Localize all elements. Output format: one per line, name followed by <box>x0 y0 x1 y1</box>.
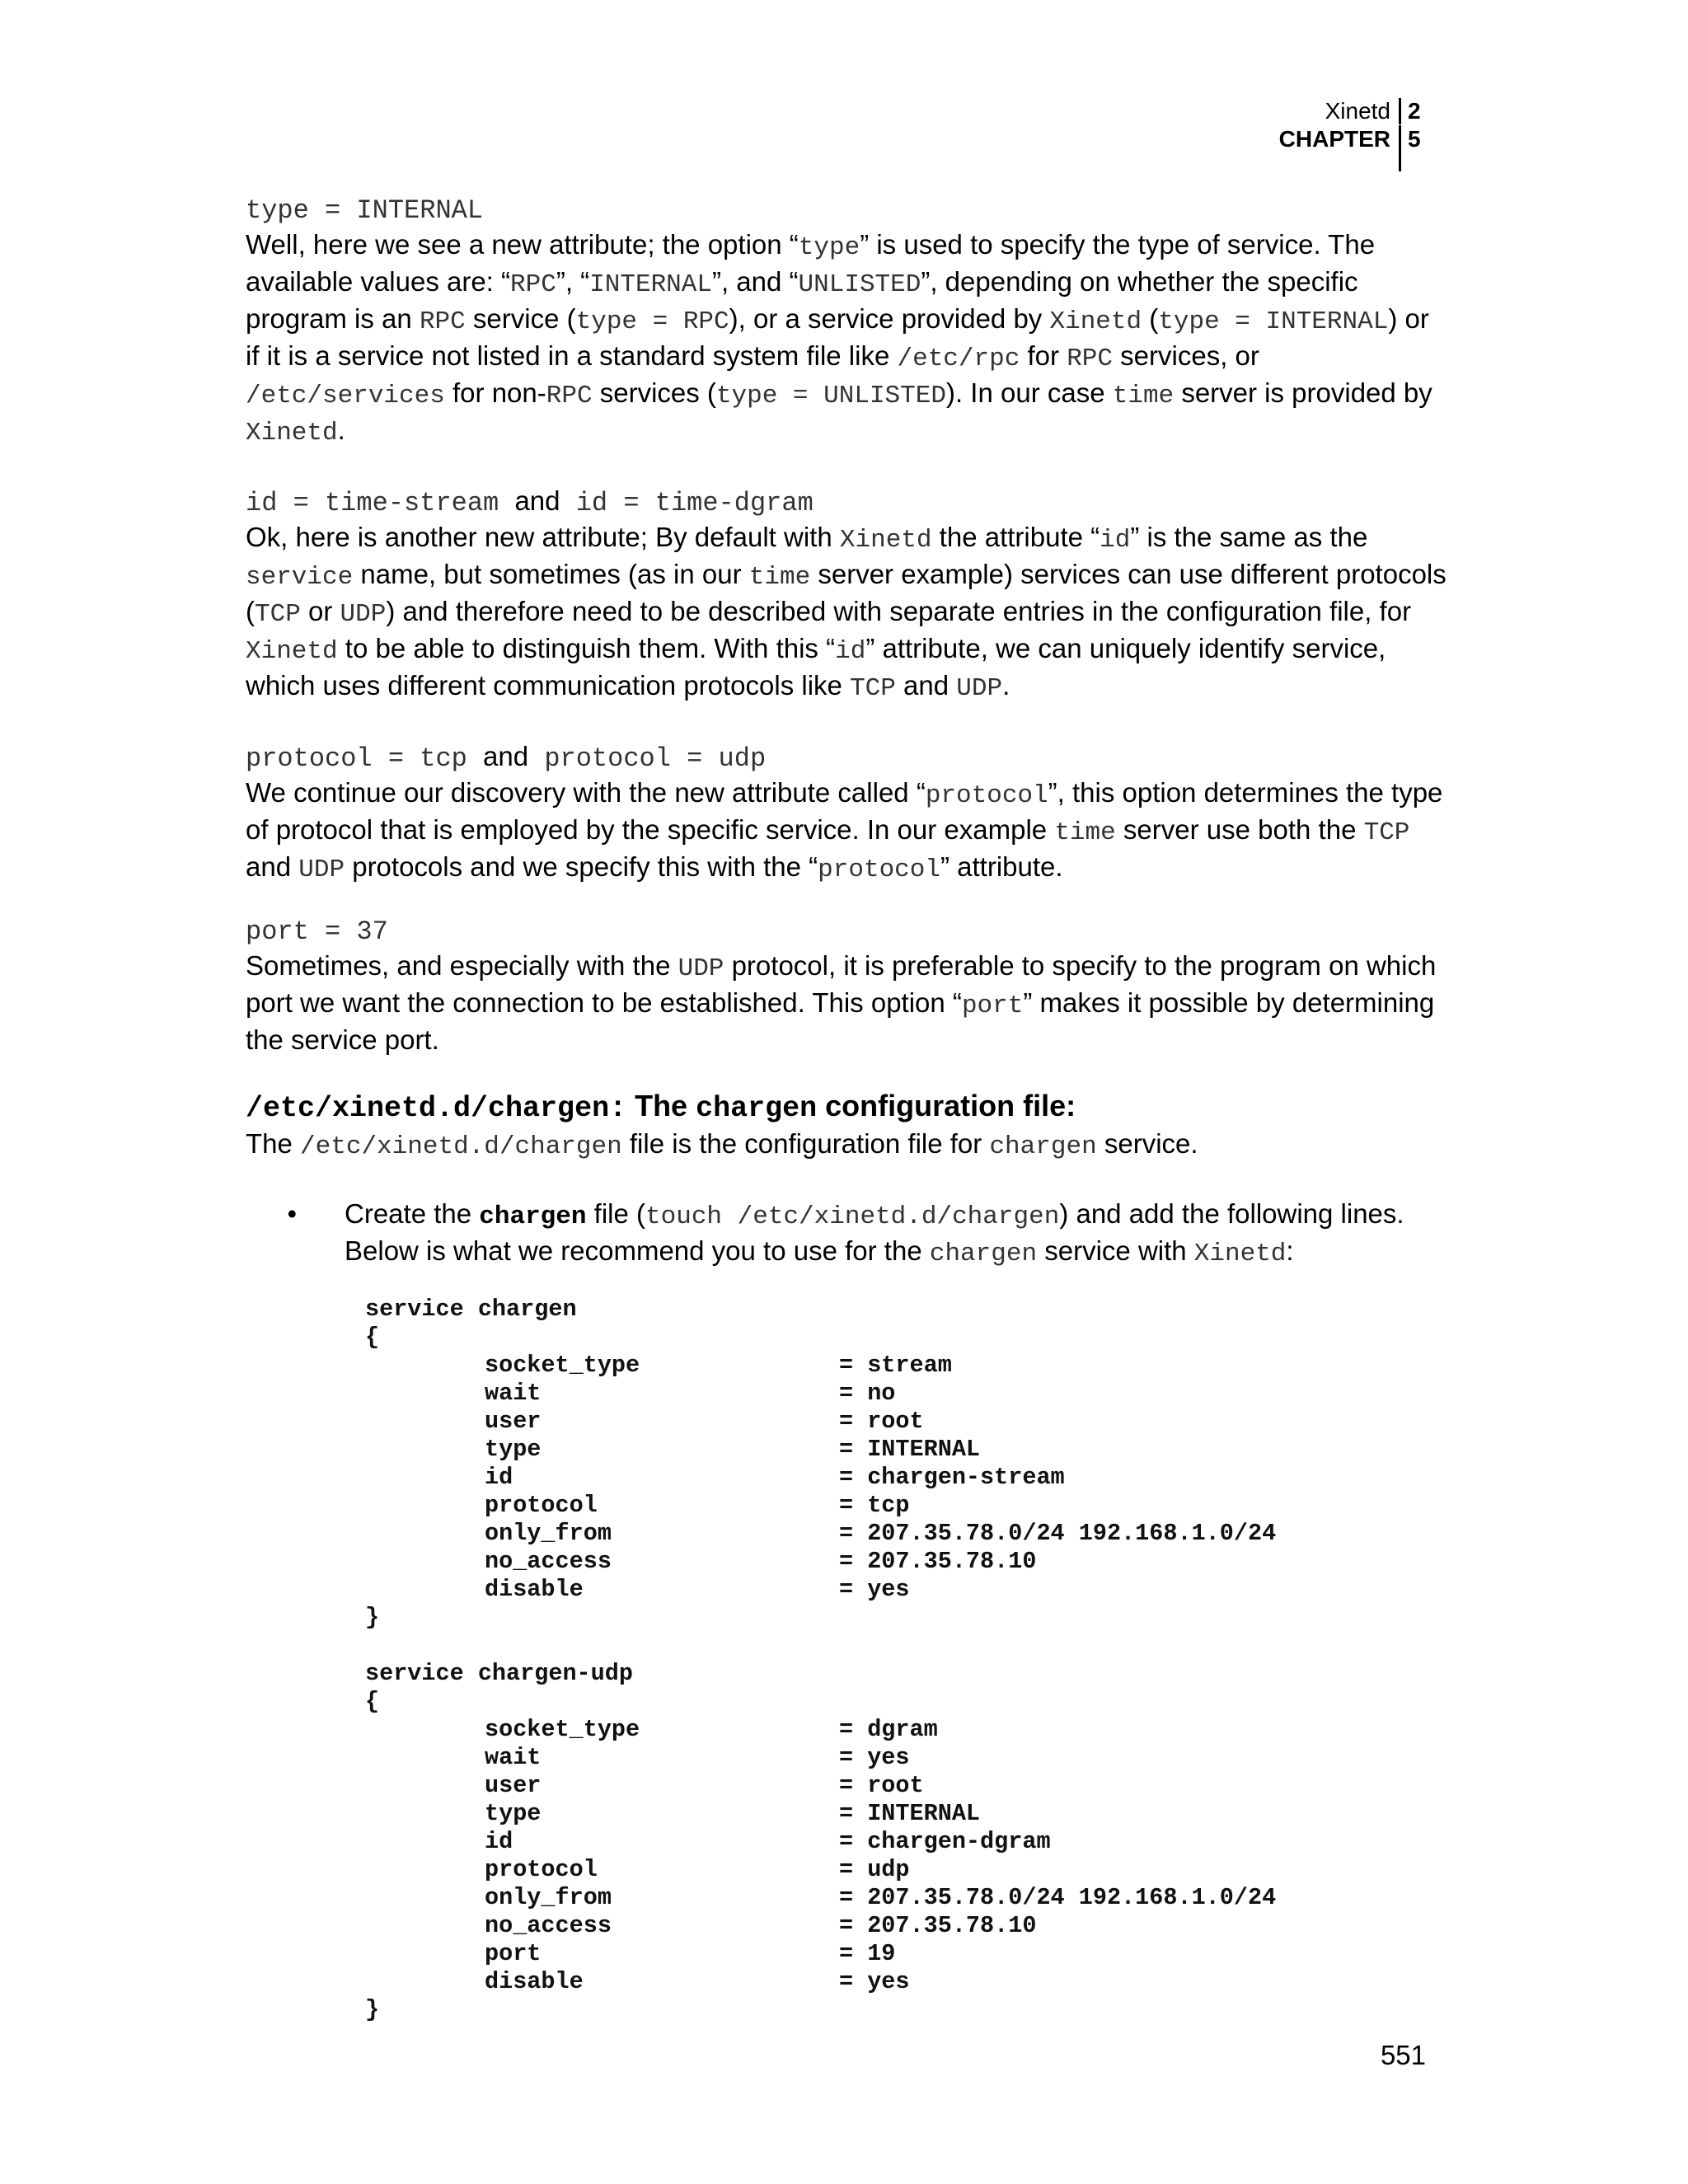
text: The <box>246 1128 301 1159</box>
inline-code: type = INTERNAL <box>1158 307 1389 336</box>
config-key: disable <box>485 1968 584 1995</box>
text: for non- <box>444 377 546 408</box>
inline-code: Xinetd <box>246 637 338 666</box>
paragraph-protocol <box>246 776 1449 887</box>
config-row <box>365 1884 1449 1912</box>
config-row <box>365 1492 1449 1520</box>
header-chapter-num-1: 2 <box>1399 98 1426 124</box>
page-number: 551 <box>1380 2040 1426 2070</box>
config-value: = INTERNAL <box>839 1436 981 1463</box>
config-key: socket_type <box>485 1716 640 1743</box>
running-header <box>1279 97 1426 153</box>
config-value: = root <box>839 1408 924 1435</box>
attr-title-and: and <box>514 485 560 516</box>
text: ” attribute, we can uniquely identify service, which uses different communication protocols like <box>246 633 1386 701</box>
bullet-text <box>345 1197 1449 1271</box>
attr-title-and: and <box>483 741 529 771</box>
text: server example) services can use different protocols ( <box>246 559 1447 626</box>
text: file is the configuration file for <box>621 1128 990 1159</box>
config-code-block <box>365 1296 1449 2024</box>
paragraph-id <box>246 520 1449 705</box>
config-key: socket_type <box>485 1352 640 1379</box>
config-blank-line <box>365 1632 1449 1660</box>
inline-code: /etc/services <box>246 382 445 410</box>
attr-title-type: type = INTERNAL <box>246 195 484 226</box>
inline-code: /etc/rpc <box>897 344 1020 373</box>
text: ( <box>1142 303 1159 334</box>
inline-code: port <box>961 991 1024 1020</box>
config-service-line: service chargen <box>365 1296 577 1323</box>
attr-title-a: id = time-stream <box>246 488 499 518</box>
config-value: = 207.35.78.10 <box>839 1548 1037 1575</box>
inline-code: RPC <box>1067 344 1113 373</box>
heading-text: configuration file: <box>817 1089 1076 1122</box>
text: protocols and we specify this with the “ <box>345 851 818 882</box>
config-row <box>365 1856 1449 1884</box>
inline-code: Xinetd <box>1049 307 1142 336</box>
config-key: id <box>485 1828 513 1855</box>
inline-code: Xinetd <box>1193 1240 1287 1268</box>
section-heading-chargen <box>246 1088 1449 1127</box>
text: . <box>1002 670 1010 701</box>
inline-code: INTERNAL <box>589 270 712 299</box>
text: protocol, it is preferable to specify to the program on which port we want the connection to be established. This option “ <box>246 950 1437 1018</box>
paragraph-port <box>246 949 1449 1057</box>
config-key: id <box>485 1464 513 1491</box>
config-row <box>365 1464 1449 1492</box>
config-key: wait <box>485 1744 542 1771</box>
config-key: no_access <box>485 1912 612 1939</box>
text: ” is used to specify the type of service. The available values are: “ <box>246 229 1376 297</box>
inline-code: RPC <box>419 307 466 336</box>
config-value: = stream <box>839 1352 952 1379</box>
config-value: = dgram <box>839 1716 938 1743</box>
text: or <box>300 596 340 626</box>
inline-code: type = UNLISTED <box>715 382 946 410</box>
text: to be able to distinguish them. With this “ <box>337 633 836 663</box>
inline-code: id <box>835 637 866 666</box>
config-row <box>365 1408 1449 1436</box>
text: service. <box>1096 1128 1198 1159</box>
text: ”, “ <box>556 266 590 297</box>
config-row <box>365 1576 1449 1604</box>
inline-code: Xinetd <box>246 419 338 448</box>
text: ), or a service provided by <box>729 303 1050 334</box>
inline-code: protocol <box>925 781 1048 810</box>
text: and <box>246 851 299 882</box>
config-row <box>365 1772 1449 1800</box>
config-key: no_access <box>485 1548 612 1575</box>
text: ) and add the following lines. Below is what we recommend you to use for the <box>345 1198 1404 1266</box>
bullet-item <box>246 1197 1449 1271</box>
config-key: type <box>485 1436 542 1463</box>
config-key: user <box>485 1772 542 1799</box>
config-key: port <box>485 1940 542 1967</box>
config-key: protocol <box>485 1856 598 1883</box>
inline-code: type = RPC <box>575 307 729 336</box>
config-row <box>365 1940 1449 1968</box>
config-key: disable <box>485 1576 584 1603</box>
config-value: = 207.35.78.0/24 192.168.1.0/24 <box>839 1884 1277 1911</box>
config-row <box>365 1380 1449 1408</box>
inline-code: id <box>1100 526 1131 555</box>
inline-code: UDP <box>298 855 345 884</box>
text: service with <box>1037 1235 1194 1266</box>
text: Well, here we see a new attribute; the option “ <box>246 229 799 260</box>
config-row <box>365 1548 1449 1576</box>
config-service-line: service chargen-udp <box>365 1660 633 1687</box>
text: ). In our case <box>945 377 1113 408</box>
config-rows-chargen <box>365 1352 1449 1604</box>
text: : <box>1286 1235 1294 1266</box>
config-row <box>365 1968 1449 1996</box>
config-row <box>365 1716 1449 1744</box>
config-value: = root <box>839 1772 924 1799</box>
text: Ok, here is another new attribute; By default with <box>246 522 840 552</box>
text: . <box>337 415 345 445</box>
inline-code: RPC <box>546 382 593 410</box>
config-value: = tcp <box>839 1492 910 1519</box>
section-protocol <box>246 739 1449 887</box>
config-row <box>365 1828 1449 1856</box>
config-key: only_from <box>485 1520 612 1547</box>
section-port <box>246 915 1449 1057</box>
text: name, but sometimes (as in our <box>353 559 749 589</box>
inline-code: service <box>246 563 354 592</box>
config-value: = 19 <box>839 1940 896 1967</box>
header-row-chapter <box>1279 125 1426 153</box>
config-value: = yes <box>839 1744 910 1771</box>
text: services, or <box>1113 340 1259 371</box>
inline-code: chargen <box>989 1132 1097 1161</box>
config-row <box>365 1912 1449 1940</box>
bullet-icon: • <box>287 1198 297 1229</box>
text: file ( <box>586 1198 646 1229</box>
text: ” makes it possible by determining the service port. <box>246 987 1435 1055</box>
text: ”, this option determines the type of protocol that is employed by the specific service. In our example <box>246 777 1443 845</box>
text: the attribute “ <box>931 522 1100 552</box>
config-open-brace: { <box>365 1688 380 1715</box>
config-rows-chargen-udp <box>365 1716 1449 1996</box>
header-chapter-label: CHAPTER <box>1278 126 1390 152</box>
paragraph-chargen-intro <box>246 1127 1449 1164</box>
text: server is provided by <box>1174 377 1432 408</box>
heading-service: chargen <box>696 1092 818 1125</box>
heading-text: The <box>626 1089 696 1122</box>
text: and <box>895 670 957 701</box>
text: ” attribute. <box>940 851 1063 882</box>
config-value: = chargen-dgram <box>839 1828 1051 1855</box>
config-close-brace: } <box>365 1996 380 2023</box>
heading-path: /etc/xinetd.d/chargen: <box>246 1092 627 1125</box>
text: Create the <box>345 1198 480 1229</box>
config-value: = 207.35.78.10 <box>839 1912 1037 1939</box>
attr-title-port: port = 37 <box>246 916 388 947</box>
text: ”, and “ <box>711 266 799 297</box>
config-row <box>365 1352 1449 1380</box>
inline-code: type <box>798 233 860 262</box>
config-row <box>365 1800 1449 1828</box>
page-body <box>246 194 1449 2024</box>
inline-code: TCP <box>850 674 896 703</box>
attr-title-id <box>246 484 1449 520</box>
config-open-brace: { <box>365 1324 380 1351</box>
text: server use both the <box>1115 814 1364 845</box>
config-value: = no <box>839 1380 896 1407</box>
config-key: user <box>485 1408 542 1435</box>
inline-code: protocol <box>818 855 940 884</box>
inline-code: UNLISTED <box>798 270 921 299</box>
paragraph-type <box>246 227 1449 450</box>
config-row <box>365 1436 1449 1464</box>
header-chapter-title: Xinetd <box>1325 98 1390 124</box>
text: ) and therefore need to be described with separate entries in the configuration file, for <box>386 596 1412 626</box>
inline-code: chargen <box>929 1240 1038 1268</box>
config-value: = yes <box>839 1968 910 1995</box>
text: ” is the same as the <box>1130 522 1368 552</box>
inline-code: UDP <box>956 674 1003 703</box>
config-key: protocol <box>485 1492 598 1519</box>
inline-code: /etc/xinetd.d/chargen <box>300 1132 622 1161</box>
text: Sometimes, and especially with the <box>246 950 678 981</box>
attr-title-a: protocol = tcp <box>246 743 467 774</box>
config-key: only_from <box>485 1884 612 1911</box>
attr-title-protocol <box>246 739 1449 776</box>
config-close-brace: } <box>365 1604 380 1631</box>
text: for <box>1020 340 1067 371</box>
text: service ( <box>465 303 576 334</box>
text: ”, depending on whether the specific program is an <box>246 266 1358 334</box>
header-row-title <box>1279 97 1426 125</box>
text: ) or if it is a service not listed in a standard system file like <box>246 303 1429 371</box>
attr-title-b: protocol = udp <box>544 743 767 774</box>
inline-code: TCP <box>1363 818 1410 847</box>
inline-code: touch /etc/xinetd.d/chargen <box>645 1202 1060 1231</box>
header-chapter-num-2: 5 <box>1399 125 1426 171</box>
config-key: wait <box>485 1380 542 1407</box>
inline-code: TCP <box>255 600 301 629</box>
config-value: = chargen-stream <box>839 1464 1065 1491</box>
attr-title-b: id = time-dgram <box>575 488 814 518</box>
text: services ( <box>592 377 716 408</box>
inline-code: Xinetd <box>839 526 932 555</box>
config-row <box>365 1520 1449 1548</box>
config-value: = yes <box>839 1576 910 1603</box>
config-value: = INTERNAL <box>839 1800 981 1827</box>
inline-code: time <box>1054 818 1116 847</box>
config-row <box>365 1744 1449 1772</box>
section-id <box>246 484 1449 705</box>
inline-code: time <box>748 563 811 592</box>
config-value: = 207.35.78.0/24 192.168.1.0/24 <box>839 1520 1277 1547</box>
text: We continue our discovery with the new attribute called “ <box>246 777 926 808</box>
config-value: = udp <box>839 1856 910 1883</box>
inline-code: UDP <box>678 954 724 983</box>
config-key: type <box>485 1800 542 1827</box>
inline-code-bold: chargen <box>479 1202 587 1231</box>
inline-code: UDP <box>340 600 387 629</box>
section-type <box>246 194 1449 450</box>
inline-code: RPC <box>510 270 556 299</box>
inline-code: time <box>1112 382 1175 410</box>
